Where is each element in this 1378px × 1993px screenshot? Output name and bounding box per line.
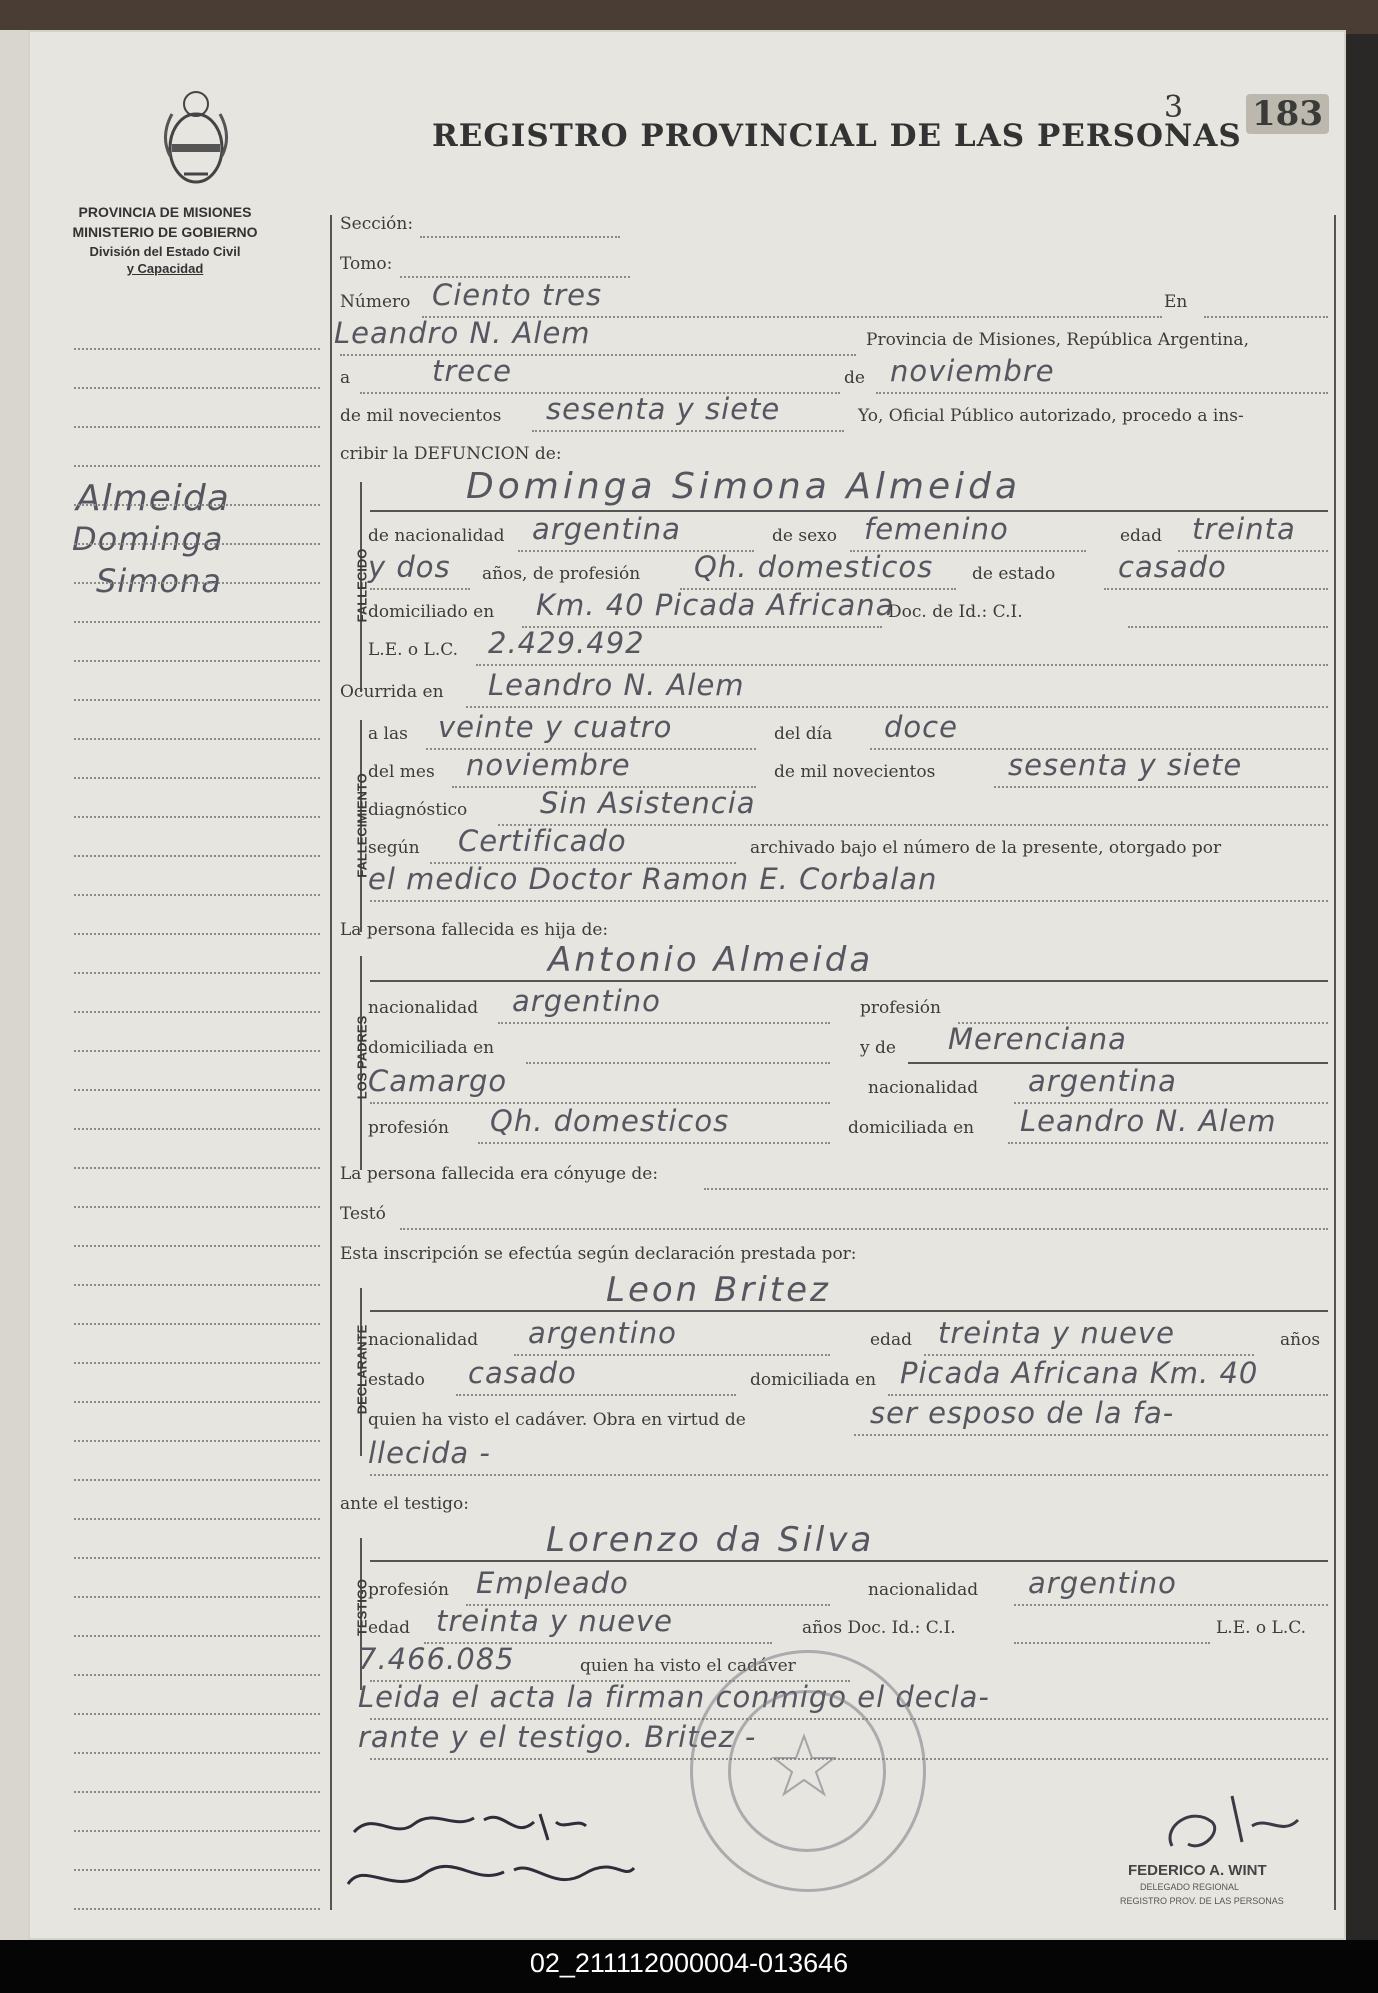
folio-number: 183 [1246,94,1329,134]
label-hija-de: La persona fallecida es hija de: [340,920,609,940]
margin-rule [74,426,320,428]
value-mes: noviembre [890,354,1055,388]
label-y-de: y de [860,1038,896,1058]
image-id-footer [0,1940,1378,1993]
margin-note-line-1: Almeida [76,478,230,519]
value-profesion: Qh. domesticos [694,550,934,584]
label-de-mil-nov: de mil novecientos [774,762,936,782]
value-madre-nac: argentina [1028,1064,1177,1098]
label-nacionalidad: de nacionalidad [368,526,505,546]
label-edad: edad [1120,526,1162,546]
margin-rule [74,816,320,818]
label-doc-id: Doc. de Id.: C.I. [888,602,1023,622]
org-line-1: PROVINCIA DE MISIONES [78,204,252,220]
margin-rule [74,660,320,662]
section-padres: LOS PADRES [354,1015,370,1100]
margin-rule [74,1869,320,1871]
label-de-mil: de mil novecientos [340,406,502,426]
margin-rule [74,1284,320,1286]
background-top [0,0,1378,34]
value-decl-edad: treinta y nueve [938,1316,1175,1350]
margin-rule [74,465,320,467]
label-seccion: Sección: [340,214,414,234]
margin-rule [74,543,320,545]
value-estado: casado [1118,550,1227,584]
margin-rule [74,1752,320,1754]
label-edad-test: edad [368,1618,410,1638]
margin-rule [74,582,320,584]
value-madre-prof: Qh. domesticos [490,1104,730,1138]
label-profesion-madre: profesión [368,1118,449,1138]
label-le-o-lc: L.E. o L.C. [1216,1618,1307,1638]
label-nacionalidad-padre: nacionalidad [368,998,479,1018]
margin-rule [74,1557,320,1559]
label-sexo: de sexo [772,526,837,546]
value-edad-1: treinta [1192,512,1296,546]
margin-rule [74,1440,320,1442]
margin-rule [74,738,320,740]
label-provincia: Provincia de Misiones, República Argentina, [866,330,1249,350]
label-nacionalidad-test: nacionalidad [868,1580,979,1600]
value-nombre: Dominga Simona Almeida [466,466,1022,507]
section-fallecimiento: FALLECIMIENTO [354,773,370,878]
org-line-2: MINISTERIO DE GOBIERNO [72,224,258,240]
margin-rule [74,1362,320,1364]
margin-rule [74,387,320,389]
value-padre-nac: argentino [512,984,661,1018]
margin-rule [74,855,320,857]
value-decl-obra-2: llecida - [368,1436,491,1470]
form-right-border [1334,215,1336,1910]
margin-rule [74,699,320,701]
margin-rule [74,1323,320,1325]
label-testo: Testó [340,1204,386,1224]
document-page [28,30,1346,1940]
value-mes-fall: noviembre [466,748,631,782]
label-edad-decl: edad [870,1330,912,1350]
label-inscripcion: Esta inscripción se efectúa según declaración prestada por: [340,1244,857,1264]
official-signature [1152,1766,1322,1876]
value-test-edad: treinta y nueve [436,1604,673,1638]
official-name: FEDERICO A. WINT [1128,1862,1267,1879]
value-sexo: femenino [864,512,1009,546]
margin-rule [74,1011,320,1013]
label-tomo: Tomo: [340,254,393,274]
value-ocurrida: Leandro N. Alem [488,668,745,702]
margin-rule [74,777,320,779]
value-madre-dom: Leandro N. Alem [1020,1104,1277,1138]
label-domiciliada-en-padre: domiciliada en [368,1038,495,1058]
margin-rule [74,1245,320,1247]
margin-rule [74,621,320,623]
label-de: de [844,368,865,388]
margin-rule [74,504,320,506]
label-diagnostico: diagnóstico [368,800,468,820]
value-decl-dom: Picada Africana Km. 40 [900,1356,1259,1390]
label-a-las: a las [368,724,408,744]
value-dia: trece [432,354,512,388]
value-nacionalidad: argentina [532,512,681,546]
image-id-text: 02_211112000004-013646 [529,1948,849,1978]
margin-rule [74,1050,320,1052]
section-testigo: TESTIGO [354,1578,370,1637]
label-anos-profesion: años, de profesión [482,564,641,584]
label-de-estado: de estado [972,564,1056,584]
margin-rule [74,894,320,896]
section-declarante: DECLARANTE [354,1324,370,1415]
margin-rule [74,1791,320,1793]
label-nacionalidad-madre: nacionalidad [868,1078,979,1098]
label-del-dia: del día [774,724,833,744]
margin-rule [74,1167,320,1169]
value-declarante: Leon Britez [606,1270,831,1310]
label-anos-doc: años Doc. Id.: C.I. [802,1618,956,1638]
value-anio: sesenta y siete [546,392,781,426]
margin-rule [74,1830,320,1832]
value-test-prof: Empleado [476,1566,629,1600]
value-decl-nac: argentino [528,1316,677,1350]
label-ante-testigo: ante el testigo: [340,1494,470,1514]
label-del-mes: del mes [368,762,435,782]
label-domiciliada-decl: domiciliada en [750,1370,877,1390]
label-numero: Número [340,292,411,312]
label-le-lc: L.E. o L.C. [368,640,459,660]
value-hora: veinte y cuatro [438,710,673,744]
label-profesion-test: profesión [368,1580,449,1600]
value-decl-obra-1: ser esposo de la fa- [870,1396,1175,1430]
margin-rule [74,1518,320,1520]
margin-rule [74,933,320,935]
value-anio-fall: sesenta y siete [1008,748,1243,782]
margin-rule [74,1206,320,1208]
label-a: a [340,368,351,388]
label-domiciliado: domiciliado en [368,602,495,622]
value-test-doc: 7.466.085 [358,1642,515,1676]
value-cierre-1: Leida el acta la firman conmigo el decla- [358,1680,990,1714]
page-title: REGISTRO PROVINCIAL DE LAS PERSONAS [432,118,1242,154]
margin-rule [74,1596,320,1598]
value-segun: Certificado [458,824,627,858]
margin-rule [74,1908,320,1910]
value-dia-fall: doce [884,710,958,744]
value-cierre-2: rante y el testigo. Britez - [358,1720,757,1754]
margin-note-line-2: Dominga [72,520,224,558]
section-fallecido: FALLECIDO [354,548,370,623]
label-conyuge: La persona fallecida era cónyuge de: [340,1164,659,1184]
label-en: En [1164,292,1188,312]
official-office: REGISTRO PROV. DE LAS PERSONAS [1120,1896,1284,1906]
value-medico: el medico Doctor Ramon E. Corbalan [368,862,938,896]
margin-rule [74,1401,320,1403]
value-lugar: Leandro N. Alem [334,316,591,350]
value-test-nac: argentino [1028,1566,1177,1600]
margin-rule [74,1674,320,1676]
label-anos-decl: años [1280,1330,1321,1350]
official-role: DELEGADO REGIONAL [1140,1882,1240,1892]
margin-rule [74,348,320,350]
value-testigo: Lorenzo da Silva [546,1520,875,1560]
label-profesion-padre: profesión [860,998,941,1018]
value-decl-estado: casado [468,1356,577,1390]
value-edad-2: y dos [368,550,451,584]
label-quien-cadaver: quien ha visto el cadáver. Obra en virtud de [368,1410,746,1430]
margin-rule [74,1479,320,1481]
margin-rule [74,1089,320,1091]
margin-rule [74,1713,320,1715]
label-ocurrida: Ocurrida en [340,682,444,702]
org-line-4: y Capacidad [126,261,204,276]
margin-note-line-3: Simona [96,562,222,600]
label-nacionalidad-decl: nacionalidad [368,1330,479,1350]
value-le-lc: 2.429.492 [488,626,645,660]
value-padre: Antonio Almeida [548,940,874,980]
margin-rule [74,1635,320,1637]
label-archivado: archivado bajo el número de la presente, otorgado por [750,838,1222,858]
value-diagnostico: Sin Asistencia [540,786,756,820]
seal-star-icon [768,1730,840,1802]
previous-page-edge [0,30,28,1940]
label-cribir: cribir la DEFUNCION de: [340,444,562,464]
label-quien-visto: quien ha visto el cadáver [580,1656,796,1676]
value-madre-apellido: Camargo [368,1064,508,1098]
margin-rule [74,972,320,974]
value-domicilio: Km. 40 Picada Africana [536,588,895,622]
label-oficial: Yo, Oficial Público autorizado, procedo a ins- [858,406,1244,426]
signatures-declarante-testigo [334,1800,714,1910]
margin-rule [74,1128,320,1130]
label-estado-decl: estado [368,1370,425,1390]
form-left-border [330,215,332,1910]
label-domiciliada-madre: domiciliada en [848,1118,975,1138]
value-numero: Ciento tres [432,278,603,312]
coat-of-arms-icon [154,86,238,190]
page-number: 3 [1164,90,1184,125]
value-madre: Merenciana [948,1022,1127,1056]
org-line-3: División del Estado Civil [89,244,241,259]
label-segun: según [368,838,420,858]
